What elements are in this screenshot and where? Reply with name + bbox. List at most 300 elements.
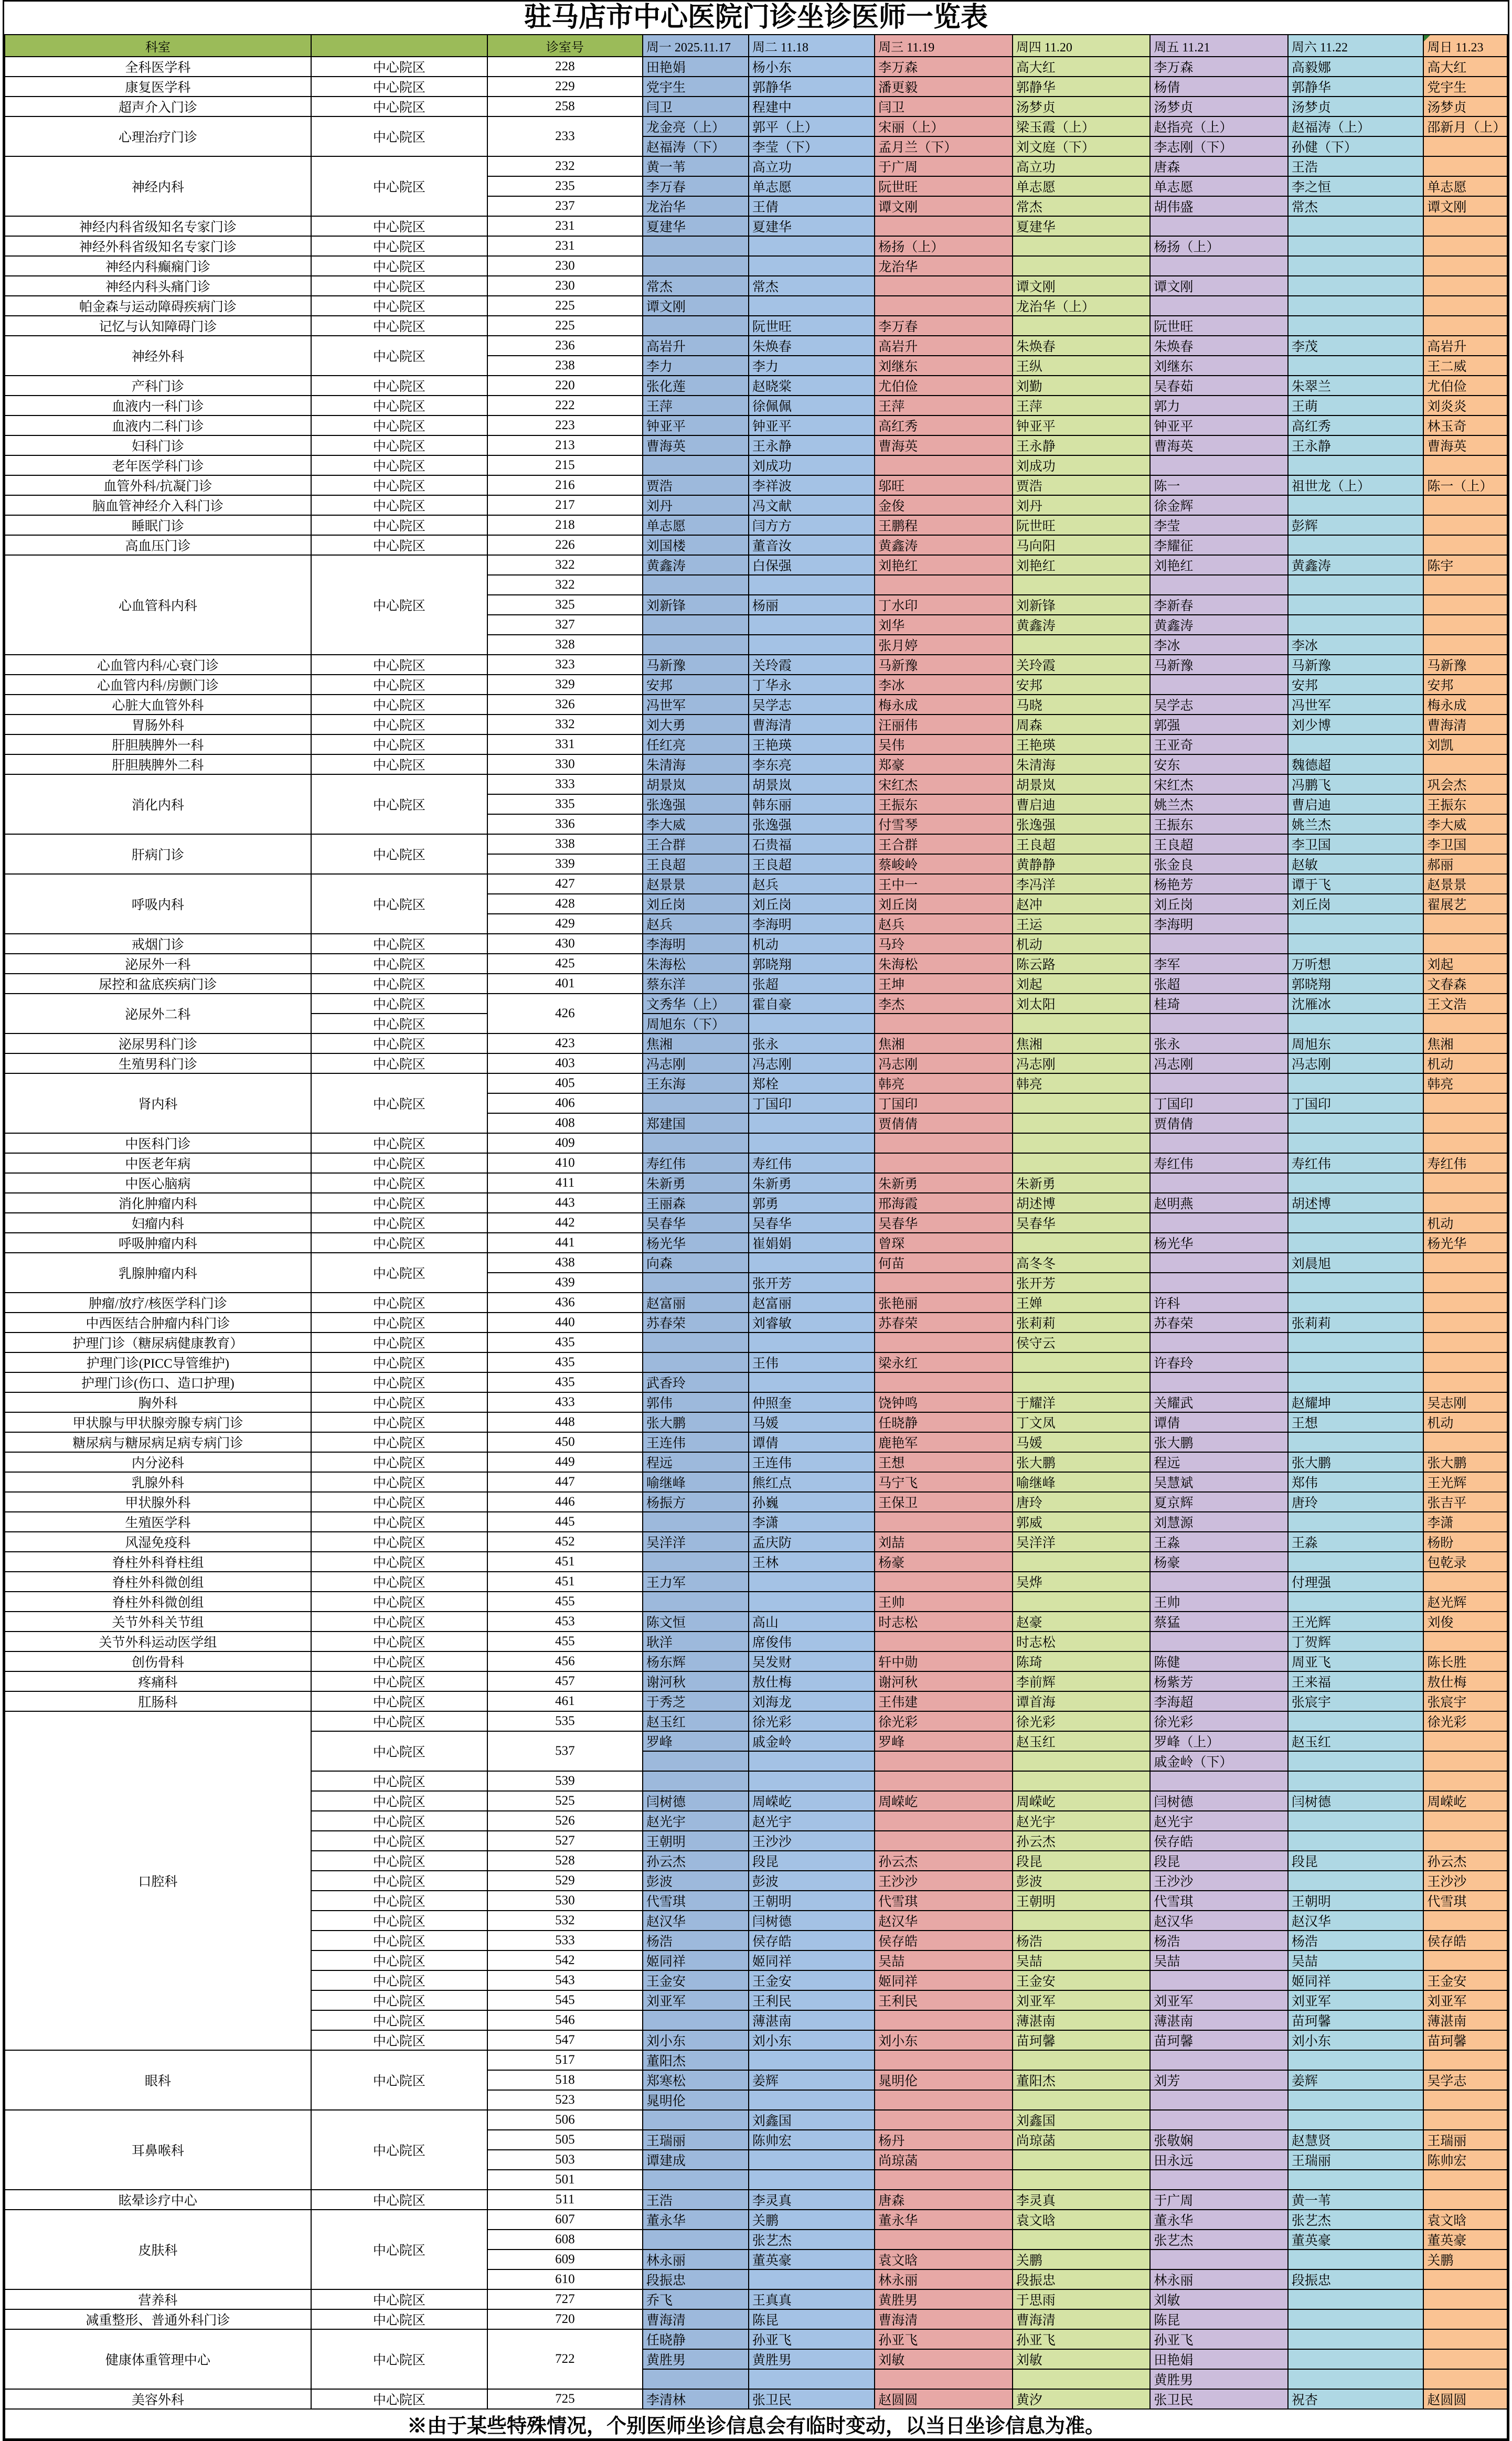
schedule-cell: 于耀洋 <box>1013 1392 1151 1412</box>
schedule-cell <box>1423 575 1507 595</box>
schedule-row <box>5 834 1507 854</box>
campus-cell: 中心院区 <box>311 695 487 715</box>
schedule-cell <box>1288 1831 1424 1851</box>
schedule-cell: 田艳娟 <box>1150 2349 1288 2369</box>
schedule-cell: 张逸强 <box>643 794 749 814</box>
schedule-cell <box>1288 2369 1424 2389</box>
schedule-cell: 王浩 <box>1288 156 1424 176</box>
dept-cell: 乳腺外科 <box>5 1472 311 1492</box>
campus-cell: 中心院区 <box>311 1153 487 1173</box>
schedule-cell: 李海明 <box>1150 914 1288 934</box>
schedule-cell: 单志愿 <box>643 515 749 535</box>
dept-cell: 皮肤科 <box>5 2210 311 2289</box>
schedule-cell: 代雪琪 <box>875 1891 1013 1911</box>
schedule-cell <box>1288 615 1424 635</box>
room-cell: 501 <box>487 2170 643 2190</box>
schedule-cell <box>1288 575 1424 595</box>
schedule-cell: 张艳丽 <box>875 1293 1013 1313</box>
schedule-cell: 郭勇 <box>749 1193 875 1213</box>
schedule-cell: 王林 <box>749 1552 875 1572</box>
campus-cell: 中心院区 <box>311 77 487 97</box>
room-cell: 231 <box>487 216 643 236</box>
schedule-cell <box>749 635 875 655</box>
schedule-cell: 刘炎炎 <box>1423 396 1507 415</box>
schedule-cell <box>1150 934 1288 954</box>
schedule-cell: 王保卫 <box>875 1492 1013 1512</box>
schedule-cell <box>875 216 1013 236</box>
room-cell: 330 <box>487 754 643 774</box>
dept-cell: 肾内科 <box>5 1073 311 1133</box>
room-cell: 518 <box>487 2070 643 2090</box>
schedule-cell: 冯志刚 <box>749 1053 875 1073</box>
schedule-cell: 程远 <box>1150 1452 1288 1472</box>
schedule-cell: 赵玉红 <box>1288 1731 1424 1751</box>
schedule-cell: 姬同祥 <box>875 1970 1013 1990</box>
schedule-cell <box>1150 1333 1288 1352</box>
schedule-cell: 王金安 <box>1423 1970 1507 1990</box>
schedule-cell: 胡述博 <box>1013 1193 1151 1213</box>
schedule-cell: 唐森 <box>1150 156 1288 176</box>
schedule-cell: 闫树德 <box>749 1911 875 1931</box>
schedule-cell: 钟亚平 <box>1150 415 1288 435</box>
schedule-row <box>5 1472 1507 1492</box>
campus-cell: 中心院区 <box>311 655 487 675</box>
room-cell: 425 <box>487 954 643 974</box>
campus-cell: 中心院区 <box>311 1372 487 1392</box>
schedule-cell: 董英豪 <box>1288 2230 1424 2250</box>
schedule-cell: 徐金辉 <box>1150 495 1288 515</box>
schedule-cell: 关耀武 <box>1150 1392 1288 1412</box>
schedule-cell: 孙亚飞 <box>749 2329 875 2349</box>
room-cell: 230 <box>487 276 643 296</box>
schedule-cell <box>749 1771 875 1791</box>
schedule-row <box>5 296 1507 316</box>
schedule-row <box>5 415 1507 435</box>
schedule-row <box>5 1053 1507 1073</box>
room-cell: 610 <box>487 2269 643 2289</box>
schedule-row <box>5 1293 1507 1313</box>
campus-cell: 中心院区 <box>311 1014 487 1033</box>
schedule-cell: 刘亚军 <box>1288 1990 1424 2010</box>
room-cell: 546 <box>487 2010 643 2030</box>
dept-cell: 帕金森与运动障碍疾病门诊 <box>5 296 311 316</box>
schedule-cell: 陈宇 <box>1423 555 1507 575</box>
schedule-cell: 任晓静 <box>875 1412 1013 1432</box>
schedule-cell: 赵慧贤 <box>1288 2130 1424 2150</box>
schedule-cell <box>1288 2090 1424 2110</box>
schedule-cell: 汤梦贞 <box>1288 97 1424 116</box>
schedule-cell: 蔡猛 <box>1150 1612 1288 1632</box>
schedule-cell: 吴春茹 <box>1150 376 1288 396</box>
schedule-cell: 刘起 <box>1013 974 1151 994</box>
schedule-row <box>5 555 1507 575</box>
schedule-cell: 陈琦 <box>1013 1651 1151 1671</box>
room-cell: 539 <box>487 1771 643 1791</box>
schedule-cell: 王利民 <box>875 1990 1013 2010</box>
schedule-cell: 杨扬（上） <box>875 236 1013 256</box>
schedule-cell <box>1288 1372 1424 1392</box>
schedule-cell: 孙亚飞 <box>1150 2329 1288 2349</box>
schedule-cell: 丁贺辉 <box>1288 1632 1424 1651</box>
schedule-cell: 刘丘岗 <box>1150 894 1288 914</box>
schedule-cell: 王良超 <box>1013 834 1151 854</box>
schedule-row <box>5 376 1507 396</box>
schedule-cell: 刘文庭（下） <box>1013 136 1151 156</box>
schedule-cell: 焦湘 <box>1423 1033 1507 1053</box>
schedule-cell: 夏建华 <box>749 216 875 236</box>
dept-cell: 肛肠科 <box>5 1691 311 1711</box>
schedule-cell: 王帅 <box>1150 1592 1288 1612</box>
schedule-cell: 丁水印 <box>875 595 1013 615</box>
schedule-cell: 高红秀 <box>875 415 1013 435</box>
room-cell: 528 <box>487 1851 643 1871</box>
schedule-cell: 汤梦贞 <box>1150 97 1288 116</box>
schedule-row <box>5 1333 1507 1352</box>
campus-cell: 中心院区 <box>311 236 487 256</box>
schedule-cell: 周嵘屹 <box>1013 1791 1151 1811</box>
schedule-cell: 吴喆 <box>1150 1950 1288 1970</box>
campus-cell: 中心院区 <box>311 1771 487 1791</box>
schedule-cell <box>749 1572 875 1592</box>
schedule-cell <box>643 455 749 475</box>
dept-cell: 中医科门诊 <box>5 1133 311 1153</box>
schedule-cell <box>1423 1911 1507 1931</box>
room-cell: 217 <box>487 495 643 515</box>
campus-cell: 中心院区 <box>311 834 487 874</box>
schedule-cell <box>1423 2269 1507 2289</box>
schedule-cell <box>1288 2250 1424 2269</box>
room-cell: 327 <box>487 615 643 635</box>
col-header-monday: 周一 2025.11.17 <box>643 35 749 57</box>
schedule-cell: 吴喆 <box>875 1950 1013 1970</box>
schedule-cell: 刘丹 <box>1013 495 1151 515</box>
schedule-cell: 薄湛南 <box>749 2010 875 2030</box>
room-cell: 222 <box>487 396 643 415</box>
schedule-cell: 李军 <box>1150 954 1288 974</box>
schedule-cell: 胡伟盛 <box>1150 196 1288 216</box>
schedule-row <box>5 256 1507 276</box>
schedule-cell: 王淼 <box>1150 1532 1288 1552</box>
schedule-cell: 李冰 <box>875 675 1013 695</box>
schedule-cell: 阮世旺 <box>1013 515 1151 535</box>
schedule-cell: 段振忠 <box>643 2269 749 2289</box>
schedule-cell <box>1013 635 1151 655</box>
schedule-cell: 张艺杰 <box>749 2230 875 2250</box>
campus-cell: 中心院区 <box>311 316 487 336</box>
schedule-cell: 龙金亮（上） <box>643 116 749 136</box>
room-cell: 517 <box>487 2050 643 2070</box>
schedule-cell: 张艺杰 <box>1288 2210 1424 2230</box>
campus-cell: 中心院区 <box>311 535 487 555</box>
schedule-cell: 李清林 <box>643 2389 749 2409</box>
schedule-cell: 张永 <box>749 1033 875 1053</box>
schedule-cell <box>1288 934 1424 954</box>
schedule-cell: 寿红伟 <box>1288 1153 1424 1173</box>
schedule-cell: 杨紫芳 <box>1150 1671 1288 1691</box>
schedule-cell <box>749 2170 875 2190</box>
schedule-cell: 马新豫 <box>1423 655 1507 675</box>
schedule-cell <box>1288 2329 1424 2349</box>
schedule-cell: 李万森 <box>875 57 1013 77</box>
schedule-cell: 王纵 <box>1013 356 1151 376</box>
schedule-cell <box>1013 1552 1151 1572</box>
dept-cell: 关节外科关节组 <box>5 1612 311 1632</box>
schedule-cell: 马玲 <box>875 934 1013 954</box>
schedule-cell <box>643 1333 749 1352</box>
dept-cell: 护理门诊（糖尿病健康教育） <box>5 1333 311 1352</box>
schedule-cell: 冯志刚 <box>875 1053 1013 1073</box>
col-header-thursday: 周四 11.20 <box>1013 35 1151 57</box>
room-cell: 213 <box>487 435 643 455</box>
schedule-cell: 吴学志 <box>749 695 875 715</box>
col-header-tuesday: 周二 11.18 <box>749 35 875 57</box>
schedule-cell: 钟亚平 <box>1013 415 1151 435</box>
page-title: 驻马店市中心医院门诊坐诊医师一览表 <box>524 3 988 33</box>
schedule-cell: 王光辉 <box>1423 1472 1507 1492</box>
dept-cell: 呼吸肿瘤内科 <box>5 1233 311 1253</box>
schedule-cell <box>1288 2309 1424 2329</box>
schedule-cell: 贾倩倩 <box>875 1113 1013 1133</box>
dept-cell: 妇瘤内科 <box>5 1213 311 1233</box>
schedule-cell <box>1150 216 1288 236</box>
schedule-cell <box>1288 1592 1424 1612</box>
schedule-cell <box>643 1093 749 1113</box>
campus-cell: 中心院区 <box>311 1711 487 1731</box>
schedule-cell: 霍自豪 <box>749 994 875 1014</box>
dept-cell: 记忆与认知障碍门诊 <box>5 316 311 336</box>
schedule-cell: 丁国印 <box>875 1093 1013 1113</box>
schedule-cell: 薄湛南 <box>1423 2010 1507 2030</box>
schedule-cell: 姚兰杰 <box>1288 814 1424 834</box>
schedule-cell <box>1423 276 1507 296</box>
schedule-cell <box>1423 1293 1507 1313</box>
schedule-cell: 李潇 <box>1423 1512 1507 1532</box>
col-header-campus <box>311 35 487 57</box>
campus-cell: 中心院区 <box>311 1671 487 1691</box>
schedule-cell: 朱焕春 <box>1013 336 1151 356</box>
schedule-cell: 吴慧斌 <box>1150 1472 1288 1492</box>
schedule-cell: 任红亮 <box>643 734 749 754</box>
schedule-cell: 郑寒松 <box>643 2070 749 2090</box>
schedule-cell: 冯文献 <box>749 495 875 515</box>
room-cell: 720 <box>487 2309 643 2329</box>
room-cell: 328 <box>487 635 643 655</box>
schedule-cell <box>1423 495 1507 515</box>
campus-cell: 中心院区 <box>311 675 487 695</box>
schedule-cell: 曹海清 <box>875 2309 1013 2329</box>
schedule-cell: 周亚飞 <box>1288 1651 1424 1671</box>
schedule-cell <box>1013 1093 1151 1113</box>
schedule-cell: 王沙沙 <box>749 1831 875 1851</box>
dept-cell: 糖尿病与糖尿病足病专病门诊 <box>5 1432 311 1452</box>
schedule-cell: 徐光彩 <box>1423 1711 1507 1731</box>
campus-cell: 中心院区 <box>311 954 487 974</box>
dept-cell: 消化内科 <box>5 774 311 834</box>
schedule-cell: 姬同祥 <box>749 1950 875 1970</box>
schedule-cell <box>875 1153 1013 1173</box>
dept-cell: 肝胆胰脾外二科 <box>5 754 311 774</box>
campus-cell: 中心院区 <box>311 1950 487 1970</box>
schedule-cell <box>1150 2250 1288 2269</box>
schedule-cell: 杨倩 <box>1150 77 1288 97</box>
schedule-cell: 曾琛 <box>875 1233 1013 1253</box>
schedule-row <box>5 2190 1507 2210</box>
schedule-cell: 尤伯俭 <box>875 376 1013 396</box>
room-cell: 233 <box>487 116 643 156</box>
room-cell: 446 <box>487 1492 643 1512</box>
schedule-cell <box>1423 1751 1507 1771</box>
dept-cell: 神经内科癫痫门诊 <box>5 256 311 276</box>
schedule-cell: 刘太阳 <box>1013 994 1151 1014</box>
schedule-row <box>5 396 1507 415</box>
schedule-cell <box>1423 1731 1507 1751</box>
schedule-cell: 朱清海 <box>643 754 749 774</box>
schedule-row <box>5 2389 1507 2409</box>
schedule-row <box>5 734 1507 754</box>
room-cell: 225 <box>487 296 643 316</box>
schedule-cell: 王艳瑛 <box>749 734 875 754</box>
schedule-cell: 孙云杰 <box>643 1851 749 1871</box>
dept-cell: 眩晕诊疗中心 <box>5 2190 311 2210</box>
schedule-cell <box>1150 2170 1288 2190</box>
schedule-cell: 高毅娜 <box>1288 57 1424 77</box>
schedule-cell <box>1013 1911 1151 1931</box>
schedule-row <box>5 1651 1507 1671</box>
campus-cell: 中心院区 <box>311 874 487 934</box>
schedule-cell: 钟亚平 <box>749 415 875 435</box>
campus-cell: 中心院区 <box>311 974 487 994</box>
room-cell: 443 <box>487 1193 643 1213</box>
campus-cell: 中心院区 <box>311 1133 487 1153</box>
room-cell: 451 <box>487 1552 643 1572</box>
schedule-cell: 刘继东 <box>875 356 1013 376</box>
schedule-cell: 赵冲 <box>1013 894 1151 914</box>
schedule-cell <box>643 256 749 276</box>
schedule-cell <box>749 1751 875 1771</box>
schedule-cell: 李耀征 <box>1150 535 1288 555</box>
schedule-cell: 段振忠 <box>1288 2269 1424 2289</box>
schedule-cell <box>1423 2329 1507 2349</box>
dept-cell: 老年医学科门诊 <box>5 455 311 475</box>
dept-cell: 中医老年病 <box>5 1153 311 1173</box>
schedule-cell: 马新豫 <box>875 655 1013 675</box>
table-header <box>5 35 1507 57</box>
schedule-cell: 周嵘屹 <box>749 1791 875 1811</box>
schedule-cell: 吴伟 <box>875 734 1013 754</box>
schedule-cell: 李志刚（下） <box>1150 136 1288 156</box>
schedule-cell <box>1150 1372 1288 1392</box>
campus-cell: 中心院区 <box>311 934 487 954</box>
schedule-cell: 李大威 <box>643 814 749 834</box>
schedule-row <box>5 535 1507 555</box>
schedule-cell: 马向阳 <box>1013 535 1151 555</box>
room-cell: 435 <box>487 1372 643 1392</box>
schedule-cell: 吴春华 <box>1013 1213 1151 1233</box>
schedule-cell: 梅永成 <box>1423 695 1507 715</box>
schedule-cell <box>749 296 875 316</box>
schedule-cell: 机动 <box>1423 1412 1507 1432</box>
schedule-cell: 赵明燕 <box>1150 1193 1288 1213</box>
schedule-cell: 李万春 <box>643 176 749 196</box>
schedule-cell: 黄一苇 <box>1288 2190 1424 2210</box>
schedule-cell: 祝杏 <box>1288 2389 1424 2409</box>
schedule-cell: 王沙沙 <box>1150 1871 1288 1891</box>
schedule-cell: 单志愿 <box>1013 176 1151 196</box>
schedule-cell: 王永静 <box>749 435 875 455</box>
schedule-row <box>5 1691 1507 1711</box>
schedule-cell: 时志松 <box>875 1612 1013 1632</box>
schedule-cell: 尚琼菡 <box>1013 2130 1151 2150</box>
schedule-row <box>5 495 1507 515</box>
schedule-cell: 刘小东 <box>749 2030 875 2050</box>
room-cell: 338 <box>487 834 643 854</box>
schedule-cell: 王金安 <box>643 1970 749 1990</box>
schedule-cell: 罗峰（上） <box>1150 1731 1288 1751</box>
dept-cell: 肝胆胰脾外一科 <box>5 734 311 754</box>
schedule-cell <box>643 1512 749 1532</box>
schedule-cell: 关鹏 <box>1013 2250 1151 2269</box>
schedule-cell <box>875 2230 1013 2250</box>
schedule-cell <box>749 1253 875 1273</box>
schedule-cell: 杨小东 <box>749 57 875 77</box>
schedule-cell: 杨豪 <box>1150 1552 1288 1572</box>
schedule-cell: 刘艳红 <box>875 555 1013 575</box>
schedule-cell: 赵玉红 <box>1013 1731 1151 1751</box>
schedule-cell: 安邦 <box>1423 675 1507 695</box>
schedule-cell: 王振东 <box>1423 794 1507 814</box>
schedule-row <box>5 2289 1507 2309</box>
room-cell: 322 <box>487 555 643 575</box>
schedule-cell: 刘艳红 <box>1150 555 1288 575</box>
schedule-cell <box>1423 1811 1507 1831</box>
schedule-cell: 赵富丽 <box>749 1293 875 1313</box>
schedule-cell: 谢河秋 <box>643 1671 749 1691</box>
schedule-cell <box>875 455 1013 475</box>
schedule-cell: 曹海英 <box>875 435 1013 455</box>
schedule-cell: 闫卫 <box>875 97 1013 116</box>
schedule-cell: 敖仕梅 <box>1423 1671 1507 1691</box>
campus-cell: 中心院区 <box>311 734 487 754</box>
schedule-cell: 安东 <box>1150 754 1288 774</box>
schedule-cell: 晁明伦 <box>875 2070 1013 2090</box>
schedule-cell <box>643 1352 749 1372</box>
schedule-cell: 张艺杰 <box>1150 2230 1288 2250</box>
schedule-cell: 代雪琪 <box>1423 1891 1507 1911</box>
schedule-cell: 冯世军 <box>643 695 749 715</box>
room-cell: 401 <box>487 974 643 994</box>
schedule-cell: 杨艳芳 <box>1150 874 1288 894</box>
schedule-cell: 郑栓 <box>749 1073 875 1093</box>
schedule-cell <box>1423 2349 1507 2369</box>
schedule-cell: 潘更毅 <box>875 77 1013 97</box>
schedule-cell <box>749 256 875 276</box>
col-header-saturday: 周六 11.22 <box>1288 35 1424 57</box>
schedule-cell: 董阳杰 <box>643 2050 749 2070</box>
schedule-cell: 孙云杰 <box>1013 1831 1151 1851</box>
schedule-cell: 李东亮 <box>749 754 875 774</box>
campus-cell: 中心院区 <box>311 1532 487 1552</box>
schedule-cell: 赵光宇 <box>1013 1811 1151 1831</box>
room-cell: 725 <box>487 2389 643 2409</box>
schedule-cell: 张大鹏 <box>1423 1452 1507 1472</box>
schedule-cell: 郑豪 <box>875 754 1013 774</box>
schedule-cell: 田永远 <box>1150 2150 1288 2170</box>
schedule-cell <box>749 575 875 595</box>
schedule-cell <box>875 1572 1013 1592</box>
schedule-cell <box>749 1113 875 1133</box>
schedule-cell: 胡景岚 <box>643 774 749 794</box>
schedule-cell: 于广周 <box>875 156 1013 176</box>
